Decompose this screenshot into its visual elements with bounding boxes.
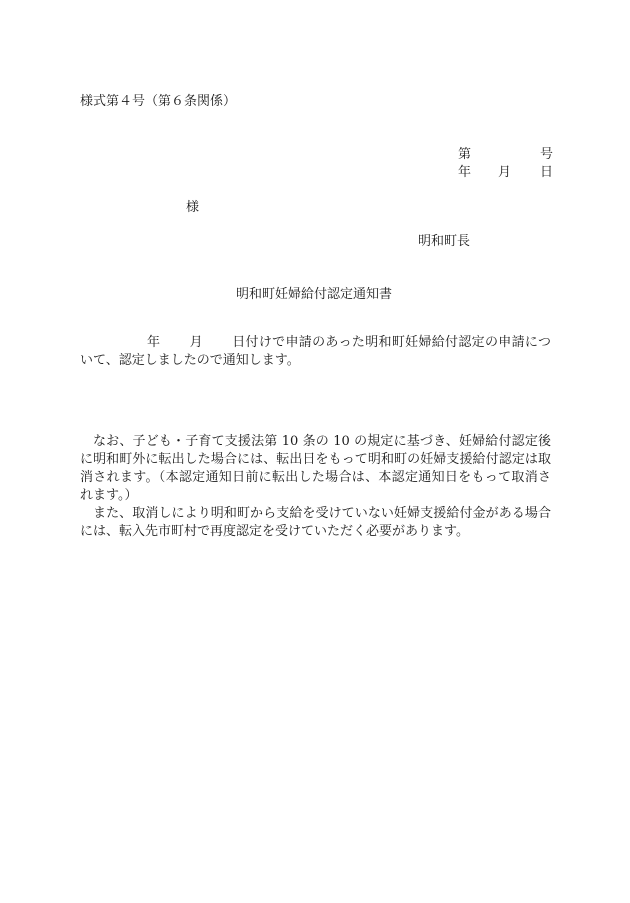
main-paragraph-year: 年 bbox=[147, 335, 161, 350]
main-paragraph bbox=[80, 334, 551, 370]
document-number-prefix: 第 bbox=[458, 147, 472, 162]
date-month-label: 月 bbox=[498, 165, 512, 180]
date-day-label: 日 bbox=[540, 165, 554, 180]
note-paragraph-reapply: また、取消しにより明和町から支給を受けていない妊婦支援給付金がある場合には、転入先市町村で再度認定を受けていただく必要があります。 bbox=[80, 506, 551, 539]
addressee-suffix: 様 bbox=[186, 200, 200, 215]
date-year-label: 年 bbox=[458, 165, 472, 180]
document-title: 明和町妊婦給付認定通知書 bbox=[236, 287, 393, 302]
document-number-suffix: 号 bbox=[540, 147, 554, 162]
note-paragraph-transfer: なお、子ども・子育て支援法第 10 条の 10 の規定に基づき、妊婦給付認定後に明和町外に転出した場合には、転出日をもって明和町の妊婦支援給付認定は取消されます。（本認定通知日前に転出した場合は、本認定通知日をもって取消されます。） bbox=[80, 434, 551, 503]
issuer-name: 明和町長 bbox=[418, 234, 471, 249]
form-number: 様式第４号（第６条関係） bbox=[80, 94, 237, 109]
main-paragraph-text: 日付けで申請のあった明和町妊婦給付認定の申請について、認定しましたので通知します。 bbox=[80, 335, 551, 368]
main-paragraph-month: 月 bbox=[189, 335, 203, 350]
